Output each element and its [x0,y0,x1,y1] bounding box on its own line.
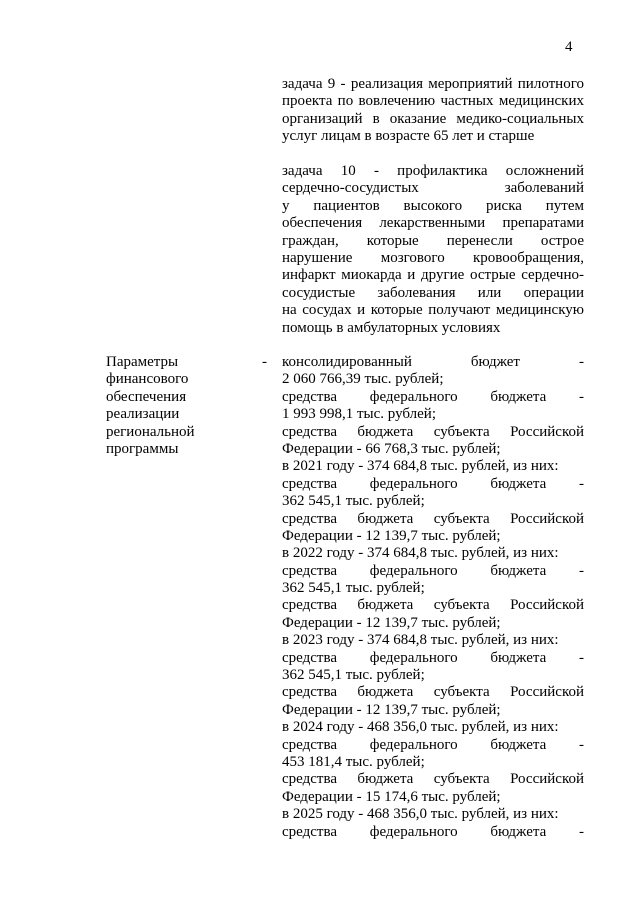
finance-line: 362 545,1 тыс. рублей; [282,580,425,597]
task-10-text [282,163,584,337]
finance-line: средства федерального бюджета - [282,823,584,840]
finance-line: 362 545,1 тыс. рублей; [282,667,425,684]
finance-line: в 2025 году - 468 356,0 тыс. рублей, из них: [282,806,559,823]
label-line: региональной [106,423,195,440]
separator-dash: - [262,354,267,370]
finance-line: в 2021 году - 374 684,8 тыс. рублей, из них: [282,458,559,475]
finance-line: Федерации - 12 139,7 тыс. рублей; [282,527,501,544]
task-10-line: нарушение мозгового кровообращения, [282,249,584,266]
task-9-line: организаций в оказание медико-социальных [282,110,584,127]
finance-line: средства федерального бюджета - [282,388,584,405]
finance-line: 2 060 766,39 тыс. рублей; [282,371,444,388]
finance-line: Федерации - 66 768,3 тыс. рублей; [282,440,501,457]
task-10-line: на сосудах и которые получают медицинскую [282,302,584,319]
task-9-text [282,76,584,146]
finance-line: 453 181,4 тыс. рублей; [282,753,425,770]
label-line: программы [106,441,179,458]
finance-line: средства бюджета субъекта Российской [282,597,584,614]
label-line: обеспечения [106,388,187,405]
finance-line: средства бюджета субъекта Российской [282,771,584,788]
task-10-line: обеспечения лекарственными препаратами [282,215,584,232]
finance-line: консолидированный бюджет - [282,354,584,370]
label-line: реализации [106,406,180,423]
finance-line: 362 545,1 тыс. рублей; [282,493,425,510]
label-line: финансового [106,371,189,388]
page-number: 4 [565,39,573,55]
task-9-line: услуг лицам в возрасте 65 лет и старше [282,128,535,145]
finance-line: средства бюджета субъекта Российской [282,684,584,701]
task-9-line: проекта по вовлечению частных медицинских [282,93,584,110]
task-10-line: помощь в амбулаторных условиях [282,319,501,336]
finance-line: средства бюджета субъекта Российской [282,510,584,527]
finance-line: в 2022 году - 374 684,8 тыс. рублей, из них: [282,545,559,562]
task-10-line: граждан, которые перенесли острое [282,232,584,249]
finance-line: Федерации - 12 139,7 тыс. рублей; [282,701,501,718]
financing-details [282,354,584,841]
finance-line: средства федерального бюджета - [282,562,584,579]
finance-line: в 2023 году - 374 684,8 тыс. рублей, из них: [282,632,559,649]
finance-line: средства федерального бюджета - [282,649,584,666]
task-10-line: сосудистые заболевания или операции [282,284,584,301]
label-line: Параметры [106,354,179,370]
finance-line: средства федерального бюджета - [282,475,584,492]
finance-line: 1 993 998,1 тыс. рублей; [282,406,436,423]
task-10-line: инфаркт миокарда и другие острые сердечно- [282,267,584,284]
task-10-line: сердечно-сосудистых заболеваний [282,180,584,197]
task-10-line: у пациентов высокого риска путем [282,197,584,214]
finance-line: средства федерального бюджета - [282,736,584,753]
finance-line: Федерации - 15 174,6 тыс. рублей; [282,788,501,805]
financing-parameters-label [106,354,266,458]
finance-line: Федерации - 12 139,7 тыс. рублей; [282,614,501,631]
finance-line: средства бюджета субъекта Российской [282,423,584,440]
task-9-line: задача 9 - реализация мероприятий пилотного [282,76,584,92]
finance-line: в 2024 году - 468 356,0 тыс. рублей, из них: [282,719,559,736]
task-10-line: задача 10 - профилактика осложнений [282,163,584,179]
